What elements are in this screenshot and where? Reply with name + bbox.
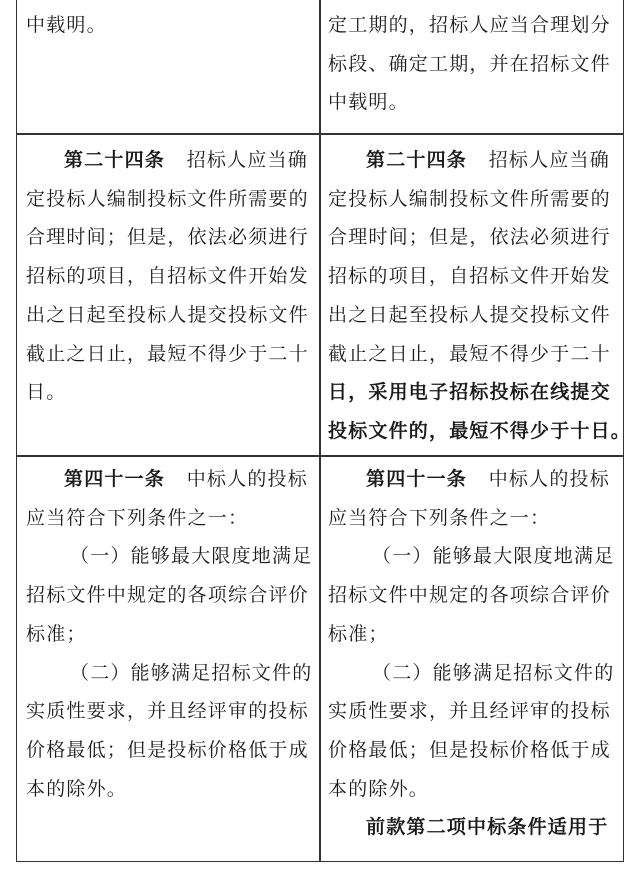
row1-right-line: 中载明。 [328, 91, 409, 114]
row3-left-item2-first: （二）能够满足招标文件的 [70, 661, 313, 684]
row2-right-bold-line: 日，采用电子招标投标在线提交 [328, 381, 611, 404]
row2-right-cell [328, 141, 632, 451]
row3-left-first-line [26, 460, 316, 499]
row3-left-line: 应当符合下列条件之一： [26, 506, 249, 529]
article-24-label: 第二十四条 [64, 149, 166, 171]
row3-right-first-text: 中标人的投标 [488, 468, 610, 490]
row-divider-2 [16, 455, 624, 457]
row2-left-first-text: 招标人应当确 [186, 149, 308, 171]
row3-right-item1-first: （一）能够最大限度地满足 [372, 545, 615, 568]
article-41-label: 第四十一条 [366, 468, 468, 490]
row2-right-line: 招标的项目，自招标文件开始发 [328, 265, 611, 288]
row1-left-line: 中载明。 [26, 14, 107, 36]
row1-right-line: 定工期的，招标人应当合理划分 [328, 14, 611, 36]
row2-left-cell [26, 141, 316, 412]
row3-right-line: 应当符合下列条件之一： [328, 506, 551, 529]
row3-right-first-line [328, 460, 618, 499]
article-24-label: 第二十四条 [366, 149, 468, 171]
row2-right-bold-line: 投标文件的，最短不得少于十日。 [328, 419, 632, 442]
row2-left-line: 招标的项目，自招标文件开始发 [26, 265, 309, 288]
row3-right-line: 招标文件中规定的各项综合评价 [328, 584, 611, 607]
row3-right-line: 价格最低；但是投标价格低于成 [328, 738, 611, 761]
column-divider [319, 0, 321, 862]
row2-right-line: 合理时间；但是，依法必须进行 [328, 226, 611, 249]
row2-left-line: 日。 [26, 381, 67, 404]
row2-left-first-line [26, 141, 316, 180]
row3-left-line: 本的除外。 [26, 777, 128, 800]
row2-right-first-line [328, 141, 618, 180]
row1-right-cell [328, 6, 618, 122]
row3-left-line: 价格最低；但是投标价格低于成 [26, 738, 309, 761]
row1-left-cell [26, 6, 316, 45]
row3-left-line: 标准； [26, 622, 87, 645]
row-divider-1 [16, 133, 624, 135]
row3-left-line: 实质性要求，并且经评审的投标 [26, 700, 309, 723]
row2-right-line: 定投标人编制投标文件所需要的 [328, 187, 611, 210]
row3-left-item1-first: （一）能够最大限度地满足 [70, 545, 313, 568]
row2-right-first-text: 招标人应当确 [488, 149, 610, 171]
row3-left-first-text: 中标人的投标 [186, 468, 308, 490]
row3-right-line: 标准； [328, 622, 389, 645]
row1-right-line: 标段、确定工期，并在招标文件 [328, 52, 611, 75]
row2-left-line: 截止之日止，最短不得少于二十 [26, 342, 309, 365]
row2-right-line: 出之日起至投标人提交投标文件 [328, 303, 611, 326]
article-41-label: 第四十一条 [64, 468, 166, 490]
row2-left-line: 出之日起至投标人提交投标文件 [26, 303, 309, 326]
row3-right-item2-first: （二）能够满足招标文件的 [372, 661, 615, 684]
row2-right-line: 截止之日止，最短不得少于二十 [328, 342, 611, 365]
row3-right-extra-line: 前款第二项中标条件适用于 [366, 816, 609, 839]
row3-right-line: 本的除外。 [328, 777, 430, 800]
row3-left-line: 招标文件中规定的各项综合评价 [26, 584, 309, 607]
row3-right-cell [328, 460, 618, 847]
row3-right-line: 实质性要求，并且经评审的投标 [328, 700, 611, 723]
row2-left-line: 合理时间；但是，依法必须进行 [26, 226, 309, 249]
row3-left-cell [26, 460, 316, 808]
row2-left-line: 定投标人编制投标文件所需要的 [26, 187, 309, 210]
